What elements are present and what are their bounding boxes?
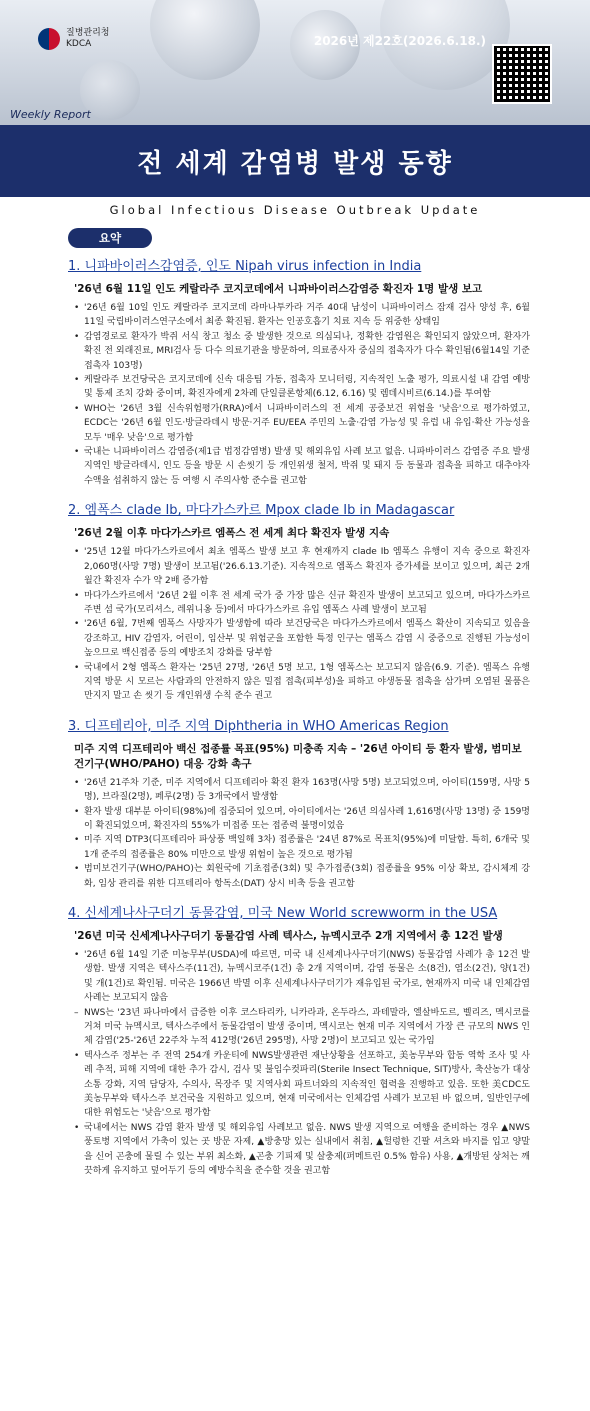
section-nipah (68, 258, 530, 488)
report-content (68, 258, 530, 1193)
issue-number: 2026년 제22호(2026.6.18.) (313, 34, 486, 48)
section-screwworm (68, 905, 530, 1179)
section-headline: '26년 미국 신세계나사구더기 동물감염 사례 텍사스, 뉴멕시코주 2개 지역에서 총 12건 발생 (74, 930, 503, 942)
weekly-report-label: Weekly Report (10, 108, 91, 121)
title-banner (0, 125, 590, 197)
list-item: • 텍사스주 정부는 주 전역 254개 카운티에 NWS발생관련 재난상황을 선포하고, 美농무부와 합동 역학 조사 및 사례 추적, 피해 지역에 대한 추가 감시, 검사 및 불임수컷파리(Sterile Insect Technique, SIT)방사, 축산농가 대상 소통 강화, 지역 담당자, 수의사, 목장주 및 지역사회 파트너와의 지속적인 협력을 진행하고 있음. 또한 美CDC도 美농무부와 텍사스주 보건국을 지원하고 있으며, 현재 미국에서는 인체감염 사례가 보고된 바 없으며, 일반인구에 대한 위험도는 '낮음'으로 평가함 (74, 1049, 530, 1121)
list-item: • WHO는 '26년 3월 신속위험평가(RRA)에서 니파바이러스의 전 세계 공중보건 위험을 '낮음'으로 평가하였고, ECDC는 '26년 6월 인도·방글라데시 방문·거주 EU/EEA 주민의 노출·감염 가능성 및 유럽 내 유입·확산 가능성을 모두 '매우 낮음'으로 평가함 (74, 402, 530, 445)
list-item: • 범미보건기구(WHO/PAHO)는 회원국에 기초접종(3회) 및 추가접종(3회) 접종률을 95% 이상 확보, 감시체계 강화, 임상 관리를 위한 디프테리아 항독소(DAT) 상시 비축 등을 권고함 (74, 862, 530, 891)
summary-badge: 요약 (68, 228, 152, 248)
agency-name-ko: 질병관리청 (66, 28, 110, 38)
list-item: • 환자 발생 대부분 아이티(98%)에 집중되어 있으며, 아이티에서는 '26년 의심사례 1,616명(사망 13명) 중 159명이 확진되었으며, 확진자의 55%가 미접종 또는 접종력 불명이었음 (74, 805, 530, 834)
section-headline: '26년 2월 이후 마다가스카르 엠폭스 전 세계 최다 확진자 발생 지속 (74, 527, 390, 540)
list-item: • '26년 6월 10일 인도 케랄라주 코지코데 라마나투카라 거주 40대 남성이 니파바이러스 잠재 검사 양성 후, 6월 11일 국립바이러스연구소에서 최종 확진됨. 환자는 인공호흡기 치료 지속 등 위중한 상태임 (74, 301, 530, 330)
page-subtitle: Global Infectious Disease Outbreak Update (109, 203, 481, 217)
list-item: • '26년 6월, 7번째 엠폭스 사망자가 발생함에 따라 보건당국은 마다가스카르에서 엠폭스 확산이 지속되고 있음을 강조하고, HIV 감염자, 어린이, 임산부 및 위험군을 포함한 특정 인구는 엠폭스 감염 시 중증으로 진행된 가능성이 높으므로 백신접종 등의 예방조치 강화를 당부함 (74, 617, 530, 660)
qr-code[interactable] (492, 44, 552, 104)
list-item: • 국내에서 2형 엠폭스 환자는 '25년 27명, '26년 5명 보고, 1형 엠폭스는 보고되지 않음(6.9. 기준). 엠폭스 유행 지역 방문 시 모르는 사람과의 안전하지 않은 밀접 접촉(피부성)을 피하고 야생동물 접촉을 삼가며 오염된 물품은 만지지 말고 손 씻기 등 개인위생 수칙 준수 권고 (74, 661, 530, 704)
section-title: 2. 엠폭스 clade Ib, 마다가스카르 Mpox clade Ib in Madagascar (68, 503, 455, 519)
page-title: 전 세계 감염병 발생 동향 (137, 148, 453, 179)
virus-illustration (150, 0, 260, 80)
list-item: • 케랄라주 보건당국은 코지코데에 신속 대응팀 가동, 접촉자 모니터링, 지속적인 노출 평가, 의료시설 내 감염 예방 및 통제 조치 강화 중이며, 확진자에게 2차례 단일클론항체(6.12, 6.16) 및 렘데시비르(6.14.)를 투여함 (74, 373, 530, 402)
section-title: 3. 디프테리아, 미주 지역 Diphtheria in WHO Americas Region (68, 718, 449, 734)
section-headline: 미주 지역 디프테리아 백신 접종률 목표(95%) 미충족 지속 – '26년 아이티 등 환자 발생, 범미보건기구(WHO/PAHO) 대응 강화 촉구 (74, 742, 522, 770)
list-item: • 미주 지역 DTP3(디프테리아 파상풍 백일해 3차) 접종률은 '24년 87%로 목표치(95%)에 미달함. 특히, 6개국 및 1개 준주의 접종률은 80% 미만으로 발생 위험이 높은 것으로 평가됨 (74, 833, 530, 862)
section-title: 4. 신세계나사구더기 동물감염, 미국 New World screwworm in the USA (68, 906, 498, 921)
header-hero (0, 0, 590, 125)
list-item: • '26년 6월 14일 기준 미농무부(USDA)에 따르면, 미국 내 신세계나사구더기(NWS) 동물감염 사례가 총 12건 발생함. 발생 지역은 텍사스주(11건), 뉴멕시코주(1건) 총 2개 지역이며, 감염 동물은 소(8건), 염소(2건), 양(1건) 및 개(1건)로 확인됨. 미국은 1966년 박멸 이후 신세계나사구더기가 재유입된 국가로, 현재까지 미국 내 인체감염 사례는 보고되지 않음 (74, 948, 530, 1006)
list-item: • '26년 21주차 기준, 미주 지역에서 디프테리아 확진 환자 163명(사망 5명) 보고되었으며, 아이티(159명, 사망 5명), 브라질(2명), 페루(2명) 등 3개국에서 발생함 (74, 776, 530, 805)
agency-logo (38, 28, 109, 50)
kdca-logo-icon (38, 28, 60, 50)
section-mpox (68, 502, 530, 703)
section-headline: '26년 6월 11일 인도 케랄라주 코지코데에서 니파바이러스감염증 확진자 1명 발생 보고 (74, 283, 483, 295)
section-diphtheria (68, 718, 530, 891)
list-item: • 국내에서는 NWS 감염 환자 발생 및 해외유입 사례보고 없음. NWS 발생 지역으로 여행을 준비하는 경우 ▲NWS 풍토병 지역에서 가축이 있는 곳 방문 자제, ▲방충망 있는 실내에서 취침, ▲헐렁한 긴팔 셔츠와 바지를 입고 양말을 신어 곤충에 물릴 수 있는 부위 최소화, ▲곤충 기피제 및 살충제(퍼메트린 0.5% 함유) 사용, ▲개방된 상처는 깨끗하게 유지하고 덮어두기 등의 예방수칙을 준수할 것을 권고함 (74, 1121, 530, 1179)
list-item: • 국내는 니파바이러스 감염증(제1급 법정감염병) 발생 및 해외유입 사례 보고 없음. 니파바이러스 감염증 주요 발생 지역인 방글라데시, 인도 등을 방문 시 손씻기 등 개인위생 철저, 박쥐 및 돼지 등 동물과 접촉을 피하고 대추야자 수액을 섭취하지 않는 등 여행 시 주의사항 준수를 권고함 (74, 445, 530, 488)
section-title: 1. 니파바이러스감염증, 인도 Nipah virus infection in India (68, 259, 422, 274)
list-item: • 감염경로로 환자가 박쥐 서식 창고 청소 중 발생한 것으로 의심되나, 정확한 감염원은 확인되지 않았으며, 환자가 확진 전 외래진료, MRI검사 등 다수 의료기관을 방문하여, 의료종사자 중심의 접촉자가 다수 확인됨(6월14일 기준 접촉자 103명) (74, 330, 530, 373)
agency-name-en: KDCA (66, 39, 92, 49)
list-item: • 마다가스카르에서 '26년 2월 이후 전 세계 국가 중 가장 많은 신규 확진자 발생이 보고되고 있으며, 마다가스카르 주변 섬 국가(모리셔스, 레위니옹 등)에서 마다가스카르 유입 엠폭스 사례 발생이 보고됨 (74, 589, 530, 618)
list-item: – NWS는 '23년 파나마에서 급증한 이후 코스타리카, 니카라과, 온두라스, 과테말라, 엘살바도르, 벨리즈, 멕시코를 거쳐 미국 뉴멕시코, 텍사스주에서 동물감염이 발생 중이며, 멕시코는 현재 미주 지역에서 가장 큰 규모의 NWS 인체 감염('25-'26년 22주차 누적 412명('26년 295명), 사망 2명)이 보고되고 있는 국가임 (74, 1006, 530, 1049)
list-item: • '25년 12월 마다가스카르에서 최초 엠폭스 발생 보고 후 현재까지 clade Ib 엠폭스 유행이 지속 중으로 확진자 2,060명(사망 7명) 발생이 보고됨('26.6.13.기준). 지속적으로 엠폭스 확진자 증가세를 보이고 있으며, 최근 2개월간 확진자 수가 약 2배 증가함 (74, 545, 530, 588)
